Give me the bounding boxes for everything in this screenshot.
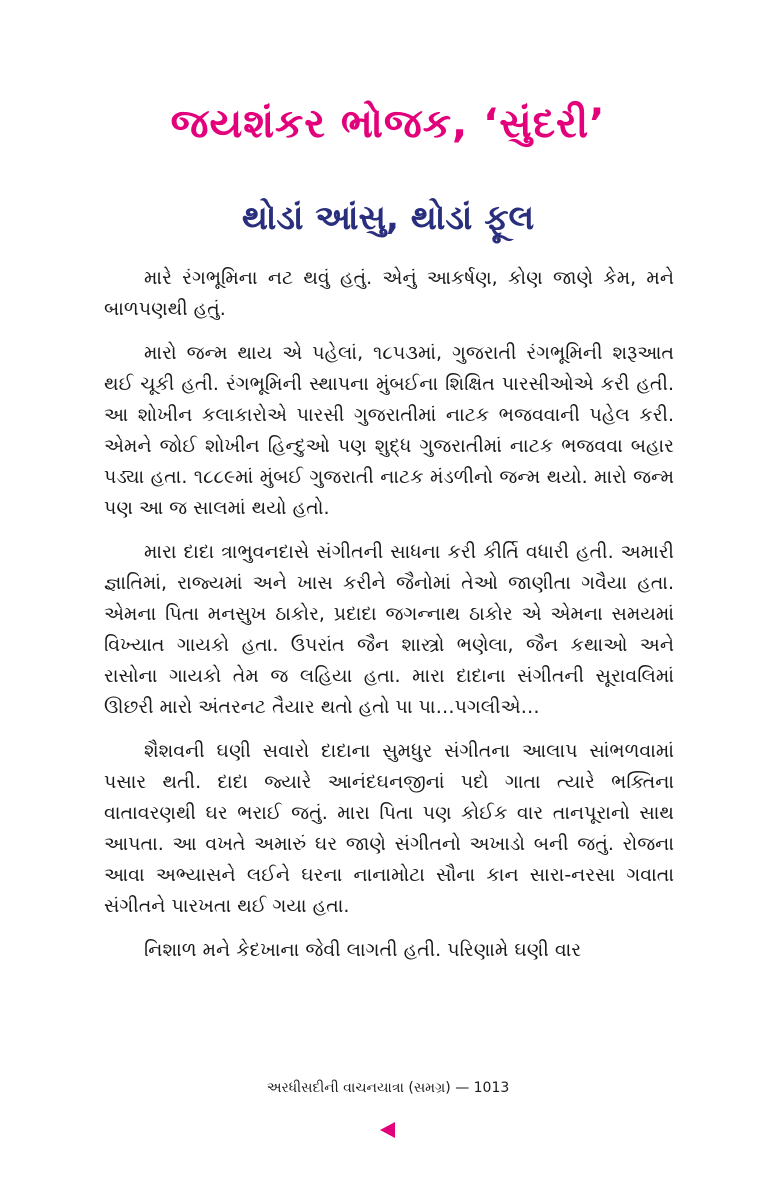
- page-number: 1013: [473, 1080, 510, 1096]
- book-title: અરધીસદીની વાચનયાત્રા (સમગ્ર): [266, 1080, 451, 1096]
- paragraph-1: મારે રંગભૂમિના નટ થવું હતું. એનું આકર્ષણ, કોણ જાણે કેમ, મને બાળપણથી હતું.: [104, 267, 674, 320]
- paragraph-4: શૈશવની ઘણી સવારો દાદાના સુમધુર સંગીતના આલાપ સાંભળવામાં પસાર થતી. દાદા જ્યારે આનંદઘનજીનાં પદો ગાતા ત્યારે ભક્તિના વાતાવરણથી ઘર ભરાઈ જતું. મારા પિતા પણ કોઈક વાર તાનપૂરાનો સાથ આપતા. આ વખતે અમારું ઘર જાણે સંગીતનો અખાડો બની જતું. રોજના આવા અભ્યાસને લઈને ઘરના નાનામોટા સૌના કાન સારા-નરસા ગવાતા સંગીતને પારખતા થઈ ગયા હતા.: [104, 740, 674, 917]
- author-title: જયશંકર ભોજક, ‘સુંદરી’: [170, 101, 606, 147]
- triangle-left-icon[interactable]: [380, 1122, 395, 1138]
- story-title: થોડાં આંસુ, થોડાં ફૂલ: [241, 198, 535, 238]
- paragraph-3: મારા દાદા ત્રાભુવનદાસે સંગીતની સાધના કરી કીર્તિ વધારી હતી. અમારી જ્ઞાતિમાં, રાજ્યમાં અને ખાસ કરીને જૈનોમાં તેઓ જાણીતા ગવૈયા હતા. એમના પિતા મનસુખ ઠાકોર, પ્રદાદા જગન્નાથ ઠાકોર એ એમના સમયમાં વિખ્યાત ગાયકો હતા. ઉપરાંત જૈન શાસ્ત્રો ભણેલા, જૈન કથાઓ અને રાસોના ગાયકો તેમ જ લહિયા હતા. મારા દાદાના સંગીતની સૂરાવલિમાં ઊછરી મારો અંતરનટ તૈયાર થતો હતો પા પા…પગલીએ…: [104, 541, 674, 718]
- paragraph-2: મારો જન્મ થાય એ પહેલાં, ૧૮૫૩માં, ગુજરાતી રંગભૂમિની શરૂઆત થઈ ચૂકી હતી. રંગભૂમિની સ્થાપના મુંબઈના શિક્ષિત પારસીઓએ કરી હતી. આ શોખીન કલાકારોએ પારસી ગુજરાતીમાં નાટક ભજવવાની પહેલ કરી. એમને જોઈ શોખીન હિન્દુઓ પણ શુદ્ધ ગુજરાતીમાં નાટક ભજવવા બહાર પડ્યા હતા. ૧૮૮૯માં મુંબઈ ગુજરાતી નાટક મંડળીનો જન્મ થયો. મારો જન્મ પણ આ જ સાલમાં થયો હતો.: [104, 342, 674, 519]
- footer-separator: —: [455, 1080, 470, 1096]
- paragraph-5: નિશાળ મને કેદખાના જેવી લાગતી હતી. પરિણામે ઘણી વાર: [144, 939, 582, 961]
- story-body: [104, 263, 674, 979]
- page-footer: [0, 1080, 776, 1097]
